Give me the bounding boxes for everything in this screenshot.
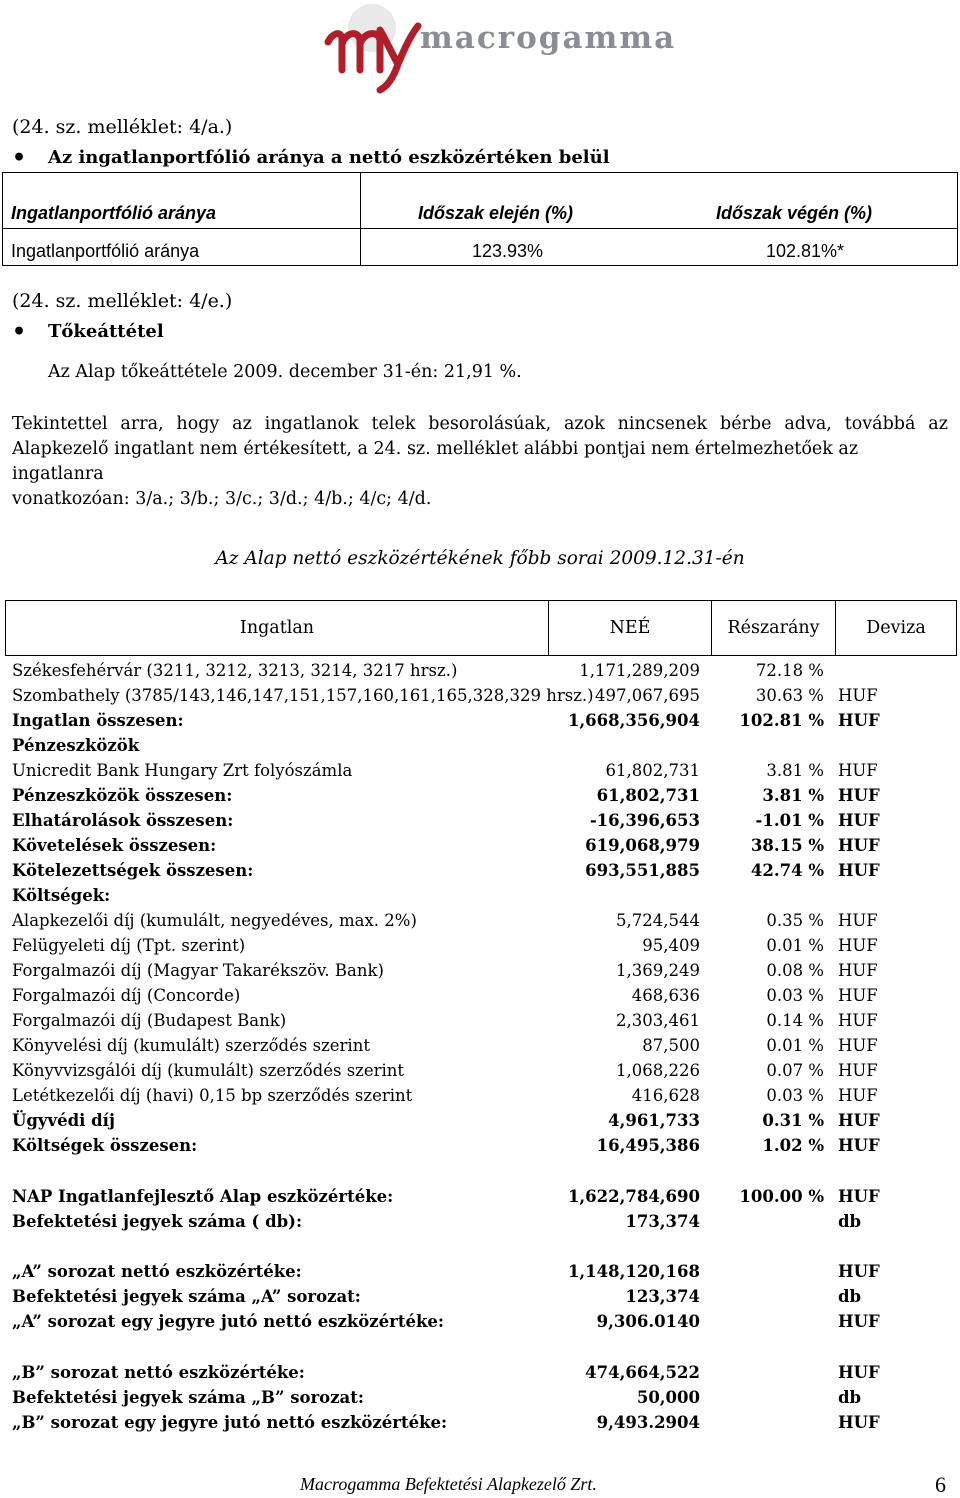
row-value: 4,961,733 [608, 1111, 700, 1130]
table-row [12, 1111, 952, 1136]
row-currency: HUF [838, 811, 880, 830]
header-ingatlan: Ingatlan [6, 601, 549, 655]
row-percent: 3.81 % [762, 786, 824, 805]
row-value: 95,409 [642, 936, 700, 955]
row-percent: 3.81 % [766, 761, 824, 780]
table-row [12, 761, 952, 786]
header-nee: NEÉ [549, 601, 712, 655]
row-percent: 100.00 % [739, 1187, 824, 1206]
row-value: 50,000 [636, 1388, 700, 1407]
row-value: 173,374 [625, 1212, 700, 1231]
row-percent: 0.07 % [766, 1061, 824, 1080]
row-percent: 1.02 % [762, 1136, 824, 1155]
section1-ref: (24. sz. melléklet: 4/a.) [12, 116, 233, 138]
row-label: „B” sorozat nettó eszközértéke: [12, 1363, 305, 1382]
row-value: 1,369,249 [616, 961, 700, 980]
row-label: „A” sorozat nettó eszközértéke: [12, 1262, 302, 1281]
table-row [12, 936, 952, 961]
header-deviza: Deviza [866, 618, 926, 638]
row-currency: db [838, 1287, 862, 1306]
row-currency: HUF [838, 986, 878, 1005]
leverage-text: Az Alap tőkeáttétele 2009. december 31-én: 21,91 %. [48, 362, 522, 382]
table-row [12, 1413, 952, 1438]
row-currency: HUF [838, 1086, 878, 1105]
row-currency: HUF [838, 1111, 880, 1130]
row-label: Könyvvizsgálói díj (kumulált) szerződés szerint [12, 1061, 405, 1080]
table-row [12, 1287, 952, 1312]
table-row [12, 836, 952, 861]
table-cell: 102.81%* [766, 241, 845, 261]
table-row [12, 736, 952, 761]
table-row [12, 911, 952, 936]
table-cell: 123.93% [472, 241, 544, 261]
table-row [12, 1136, 952, 1161]
table-row [12, 1312, 952, 1337]
table-row [12, 986, 952, 1011]
row-currency: HUF [838, 1187, 880, 1206]
row-value: 474,664,522 [585, 1363, 700, 1382]
section2-bullet: • Tőkeáttétel [48, 321, 164, 342]
table-header-cell: Ingatlanportfólió aránya [11, 203, 217, 223]
row-percent: 0.31 % [762, 1111, 824, 1130]
macrogamma-logo [322, 0, 677, 95]
row-label: Követelések összesen: [12, 836, 217, 855]
row-label: Székesfehérvár (3211, 3212, 3213, 3214, 3217 hrsz.) [12, 661, 458, 680]
row-percent: 38.15 % [750, 836, 824, 855]
table-row [12, 786, 952, 811]
row-percent: 0.03 % [766, 986, 824, 1005]
row-value: 693,551,885 [585, 861, 700, 880]
row-label: NAP Ingatlanfejlesztő Alap eszközértéke: [12, 1187, 394, 1206]
row-currency: HUF [838, 1363, 880, 1382]
table-header-cell: Időszak végén (%) [716, 203, 873, 223]
row-currency: HUF [838, 911, 878, 930]
row-label: Kötelezettségek összesen: [12, 861, 254, 880]
nav-table-header [5, 600, 957, 656]
row-percent: 0.14 % [766, 1011, 824, 1030]
page-number: 6 [935, 1472, 946, 1497]
row-label: Pénzeszközök összesen: [12, 786, 233, 805]
row-percent: 0.01 % [766, 1036, 824, 1055]
row-label: Befektetési jegyek száma „A” sorozat: [12, 1287, 361, 1306]
subtitle: Az Alap nettó eszközértékének főbb sorai 2009.12.31-én [215, 548, 745, 569]
row-percent: 42.74 % [750, 861, 824, 880]
row-value: 1,148,120,168 [567, 1262, 700, 1281]
row-value: 87,500 [642, 1036, 700, 1055]
row-currency: HUF [838, 761, 878, 780]
table-row [12, 886, 952, 911]
row-percent: 102.81 % [739, 711, 824, 730]
footer-company: Macrogamma Befektetési Alapkezelő Zrt. [300, 1474, 597, 1494]
explanation-paragraph [12, 412, 948, 512]
row-value: 1,068,226 [616, 1061, 700, 1080]
row-percent: 0.01 % [766, 936, 824, 955]
row-label: Unicredit Bank Hungary Zrt folyószámla [12, 761, 353, 780]
row-currency: HUF [838, 1262, 880, 1281]
row-label: Alapkezelői díj (kumulált, negyedéves, max. 2%) [12, 911, 417, 930]
row-label: Szombathely (3785/143,146,147,151,157,160,161,165,328,329 hrsz.) [12, 686, 594, 705]
row-value: 468,636 [631, 986, 700, 1005]
row-percent: -1.01 % [755, 811, 824, 830]
table-row [12, 861, 952, 886]
table-row [12, 1388, 952, 1413]
row-label: Költségek: [12, 886, 111, 905]
row-value: 619,068,979 [585, 836, 700, 855]
row-currency: HUF [838, 711, 880, 730]
row-value: 1,622,784,690 [567, 1187, 700, 1206]
row-currency: HUF [838, 786, 880, 805]
row-currency: HUF [838, 1312, 880, 1331]
row-label: „A” sorozat egy jegyre jutó nettó eszközértéke: [12, 1312, 445, 1331]
row-value: 9,306.0140 [596, 1312, 700, 1331]
table-row [12, 1212, 952, 1237]
table-row [12, 961, 952, 986]
paragraph-line: vonatkozóan: 3/a.; 3/b.; 3/c.; 3/d.; 4/b.; 4/c; 4/d. [12, 489, 432, 509]
row-label: Könyvelési díj (kumulált) szerződés szerint [12, 1036, 370, 1055]
paragraph-line-justified: Tekintettel arra, hogy az ingatlanok telek besorolásúak, azok nincsenek bérbe adva, továbbá az [12, 412, 948, 437]
row-value: 1,668,356,904 [567, 711, 700, 730]
row-value: 61,802,731 [605, 761, 700, 780]
table-cell: Ingatlanportfólió aránya [11, 241, 200, 261]
row-value: 497,067,695 [595, 686, 700, 705]
row-currency: HUF [838, 961, 878, 980]
header-reszarany: Részarány [712, 601, 836, 655]
table-row [12, 1363, 952, 1388]
row-currency: HUF [838, 1136, 880, 1155]
row-currency: HUF [838, 936, 878, 955]
logo-symbol-icon [322, 0, 422, 95]
row-value: 416,628 [631, 1086, 700, 1105]
section2-ref: (24. sz. melléklet: 4/e.) [12, 290, 233, 312]
row-label: Elhatárolások összesen: [12, 811, 234, 830]
row-value: -16,396,653 [589, 811, 700, 830]
row-currency: HUF [838, 1413, 880, 1432]
table-row [12, 1036, 952, 1061]
row-value: 2,303,461 [616, 1011, 700, 1030]
row-label: Forgalmazói díj (Budapest Bank) [12, 1011, 287, 1030]
row-value: 123,374 [625, 1287, 700, 1306]
table-row [12, 1086, 952, 1111]
row-percent: 0.35 % [766, 911, 824, 930]
row-label: Befektetési jegyek száma „B” sorozat: [12, 1388, 364, 1407]
row-currency: HUF [838, 861, 880, 880]
row-percent: 72.18 % [755, 661, 824, 680]
row-value: 5,724,544 [616, 911, 700, 930]
table-row [12, 711, 952, 736]
section1-bullet: • Az ingatlanportfólió aránya a nettó eszközértéken belül [48, 147, 610, 168]
table-row [12, 661, 952, 686]
row-percent: 0.03 % [766, 1086, 824, 1105]
row-value: 61,802,731 [596, 786, 700, 805]
table-row [12, 811, 952, 836]
row-label: Forgalmazói díj (Concorde) [12, 986, 241, 1005]
logo-text: macrogamma [420, 20, 677, 56]
row-label: Felügyeleti díj (Tpt. szerint) [12, 936, 246, 955]
paragraph-line: Alapkezelő ingatlant nem értékesített, a 24. sz. melléklet alábbi pontjai nem értelmezhetőek az ingatlanra [12, 439, 859, 484]
row-label: Letétkezelői díj (havi) 0,15 bp szerződés szerint [12, 1086, 413, 1105]
row-label: Költségek összesen: [12, 1136, 198, 1155]
table-row [12, 686, 952, 711]
row-value: 16,495,386 [596, 1136, 700, 1155]
row-currency: HUF [838, 686, 878, 705]
row-percent: 30.63 % [755, 686, 824, 705]
table-row [12, 1011, 952, 1036]
row-currency: HUF [838, 1011, 878, 1030]
row-currency: HUF [838, 836, 880, 855]
table-row [12, 1262, 952, 1287]
row-value: 9,493.2904 [596, 1413, 700, 1432]
table-row [12, 1187, 952, 1212]
row-label: Pénzeszközök [12, 736, 140, 755]
row-currency: db [838, 1388, 862, 1407]
table-row [12, 1061, 952, 1086]
row-currency: db [838, 1212, 862, 1231]
row-label: „B” sorozat egy jegyre jutó nettó eszközértéke: [12, 1413, 448, 1432]
row-currency: HUF [838, 1061, 878, 1080]
row-currency: HUF [838, 1036, 878, 1055]
paragraph-word: Tekintettel [12, 414, 108, 434]
table-header-cell: Időszak elején (%) [418, 203, 574, 223]
portfolio-ratio-table [2, 172, 958, 266]
row-label: Befektetési jegyek száma ( db): [12, 1212, 303, 1231]
row-label: Forgalmazói díj (Magyar Takarékszöv. Bank) [12, 961, 384, 980]
row-label: Ügyvédi díj [12, 1111, 115, 1130]
row-label: Ingatlan összesen: [12, 711, 184, 730]
row-percent: 0.08 % [766, 961, 824, 980]
row-value: 1,171,289,209 [579, 661, 700, 680]
